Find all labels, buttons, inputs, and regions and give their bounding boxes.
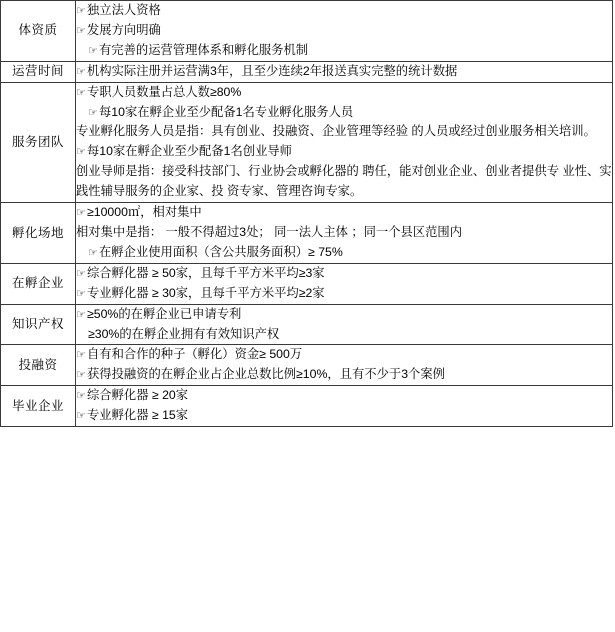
row-content	[76, 203, 613, 264]
line-text: ≥50%的在孵企业已申请专利	[87, 306, 242, 321]
bulleted-line	[76, 406, 612, 426]
line-text: 每10家在孵企业至少配备1名创业导师	[87, 144, 292, 159]
table-row	[1, 61, 613, 82]
bulleted-line	[76, 264, 612, 284]
table-row	[1, 1, 613, 62]
note-line	[76, 223, 612, 243]
line-text: 在孵企业使用面积（含公共服务面积）≥ 75%	[99, 244, 343, 259]
pointing-hand-icon: ☞	[76, 410, 86, 423]
line-text: 机构实际注册并运营满3年，且至少连续2年报送真实完整的统计数据	[87, 63, 458, 78]
row-label: 在孵企业	[1, 263, 76, 304]
pointing-hand-icon: ☞	[76, 65, 86, 78]
line-text: 自有和合作的种子（孵化）资金≥ 500万	[87, 347, 303, 362]
line-text: 创业导师是指：接受科技部门、行业协会或孵化器的 聘任，能对创业企业、创业者提供专 业性、实践性辅导服务的企业家、投 资专家、管理咨询专家。	[76, 164, 612, 199]
pointing-hand-icon: ☞	[76, 287, 86, 300]
note-line	[76, 162, 612, 202]
row-label: 体资质	[1, 1, 76, 62]
pointing-hand-icon: ☞	[88, 246, 98, 259]
table-row	[1, 345, 613, 386]
row-content	[76, 263, 613, 304]
bulleted-line	[76, 345, 612, 365]
bulleted-line	[76, 21, 612, 41]
row-content	[76, 386, 613, 427]
bulleted-line	[76, 103, 612, 123]
bulleted-line	[76, 142, 612, 162]
table-row	[1, 263, 613, 304]
bulleted-line	[76, 305, 612, 325]
pointing-hand-icon: ☞	[76, 390, 86, 403]
line-text: 专业孵化器 ≥ 15家	[87, 408, 189, 423]
line-text: 有完善的运营管理体系和孵化服务机制	[99, 42, 309, 57]
bulleted-line	[76, 243, 612, 263]
line-text: 获得投融资的在孵企业占企业总数比例≥10%，且有不少于3个案例	[87, 367, 445, 382]
pointing-hand-icon: ☞	[88, 44, 98, 57]
row-content	[76, 345, 613, 386]
table-row	[1, 203, 613, 264]
pointing-hand-icon: ☞	[76, 86, 86, 99]
line-text: ≥30%的在孵企业拥有有效知识产权	[88, 326, 280, 341]
line-text: 专业孵化服务人员是指：具有创业、投融资、企业管理等经验 的人员或经过创业服务相关培训。	[76, 124, 596, 139]
row-content	[76, 304, 613, 345]
table-row	[1, 82, 613, 202]
row-label: 毕业企业	[1, 386, 76, 427]
line-text: 发展方向明确	[87, 22, 161, 37]
line-text: 专业孵化器 ≥ 30家，且每千平方米平均≥2家	[87, 285, 325, 300]
line-text: 每10家在孵企业至少配备1名专业孵化服务人员	[99, 104, 354, 119]
line-text: ≥10000㎡，相对集中	[87, 205, 202, 220]
pointing-hand-icon: ☞	[88, 106, 98, 119]
line-text: 综合孵化器 ≥ 50家，且每千平方米平均≥3家	[87, 265, 325, 280]
row-content	[76, 82, 613, 202]
line-text: 专职人员数量占总人数≥80%	[87, 84, 242, 99]
table-row	[1, 386, 613, 427]
row-label: 知识产权	[1, 304, 76, 345]
criteria-table-body	[1, 1, 613, 427]
bulleted-line	[76, 83, 612, 103]
row-label: 运营时间	[1, 61, 76, 82]
pointing-hand-icon: ☞	[76, 146, 86, 159]
line-text: 相对集中是指： 一般不得超过3处； 同一法人主体 ；同一个县区范围内	[76, 224, 462, 239]
pointing-hand-icon: ☞	[76, 24, 86, 37]
bulleted-line	[76, 386, 612, 406]
row-label: 服务团队	[1, 82, 76, 202]
pointing-hand-icon: ☞	[76, 207, 86, 220]
pointing-hand-icon: ☞	[76, 308, 86, 321]
row-label: 孵化场地	[1, 203, 76, 264]
bulleted-line	[76, 203, 612, 223]
row-content	[76, 1, 613, 62]
pointing-hand-icon: ☞	[76, 267, 86, 280]
row-content	[76, 61, 613, 82]
bulleted-line	[76, 365, 612, 385]
line-text: 独立法人资格	[87, 3, 161, 17]
bulleted-line	[76, 41, 612, 61]
pointing-hand-icon: ☞	[76, 369, 86, 382]
bulleted-line	[76, 1, 612, 21]
pointing-hand-icon: ☞	[76, 349, 86, 362]
row-label: 投融资	[1, 345, 76, 386]
bulleted-line	[76, 62, 612, 82]
table-row	[1, 304, 613, 345]
line-text: 综合孵化器 ≥ 20家	[87, 388, 189, 403]
bulleted-line	[76, 284, 612, 304]
note-line	[76, 325, 612, 345]
pointing-hand-icon: ☞	[76, 5, 86, 17]
note-line	[76, 122, 612, 142]
